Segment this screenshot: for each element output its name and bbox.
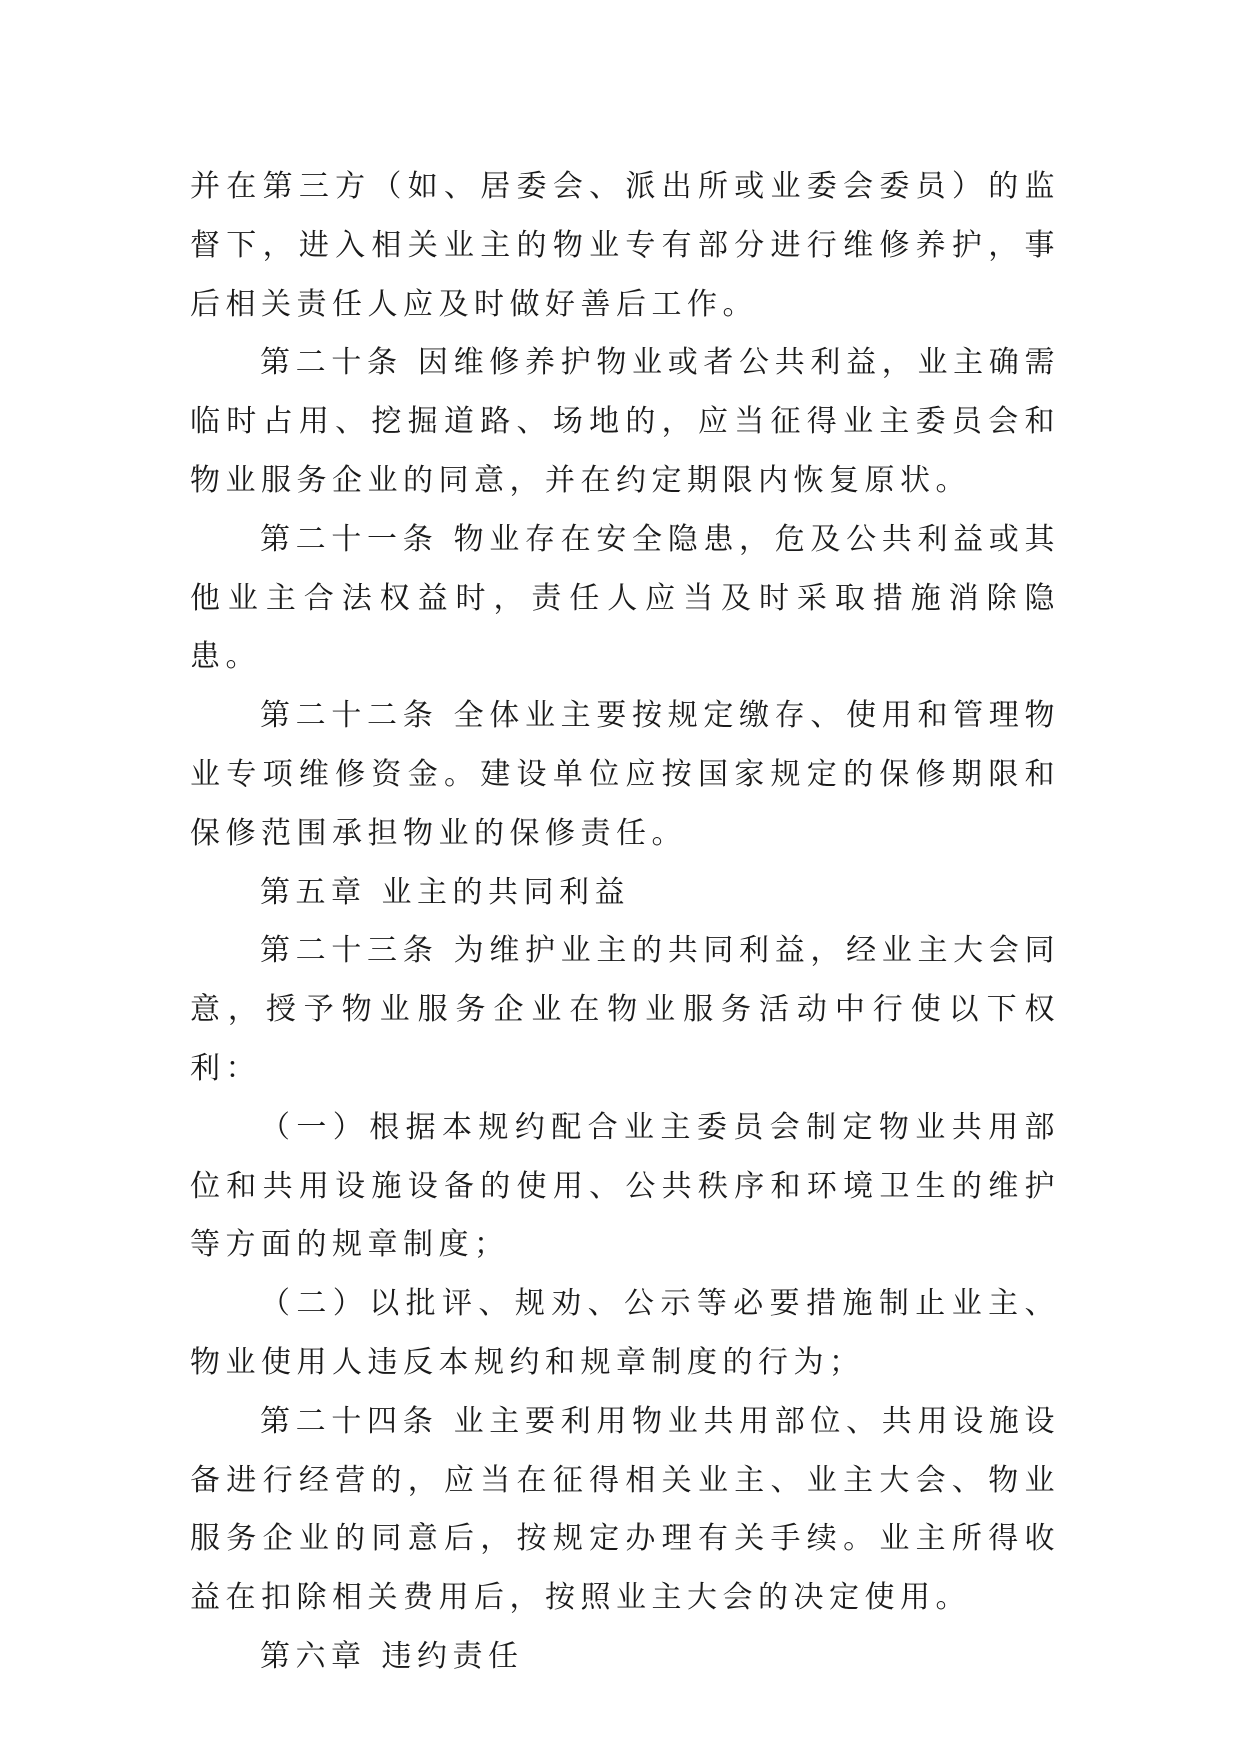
- chapter-5-heading: 第五章 业主的共同利益: [260, 874, 631, 910]
- document-body: [190, 158, 1060, 1687]
- article-20: 第二十条 因维修养护物业或者公共利益，业主确需临时占用、挖掘道路、场地的，应当征得业主委员会和物业服务企业的同意，并在约定期限内恢复原状。: [190, 345, 1060, 498]
- article-22: 第二十二条 全体业主要按规定缴存、使用和管理物业专项维修资金。建设单位应按国家规定的保修期限和保修范围承担物业的保修责任。: [190, 698, 1060, 851]
- article-21: 第二十一条 物业存在安全隐患，危及公共利益或其他业主合法权益时，责任人应当及时采取措施消除隐患。: [190, 521, 1060, 675]
- article-23-item-1: （一）根据本规约配合业主委员会制定物业共用部位和共用设施设备的使用、公共秩序和环境卫生的维护等方面的规章制度；: [190, 1109, 1060, 1263]
- paragraph-continuation: 并在第三方（如、居委会、派出所或业委会委员）的监督下，进入相关业主的物业专有部分进行维修养护，事后相关责任人应及时做好善后工作。: [190, 169, 1060, 322]
- article-23-item-2: （二）以批评、规劝、公示等必要措施制止业主、物业使用人违反本规约和规章制度的行为；: [190, 1286, 1060, 1380]
- article-24: 第二十四条 业主要利用物业共用部位、共用设施设备进行经营的，应当在征得相关业主、业主大会、物业服务企业的同意后，按规定办理有关手续。业主所得收益在扣除相关费用后，按照业主大会的决定使用。: [190, 1403, 1060, 1616]
- chapter-6-heading: 第六章 违约责任: [260, 1638, 524, 1674]
- article-23: 第二十三条 为维护业主的共同利益，经业主大会同意，授予物业服务企业在物业服务活动中行使以下权利：: [190, 933, 1060, 1086]
